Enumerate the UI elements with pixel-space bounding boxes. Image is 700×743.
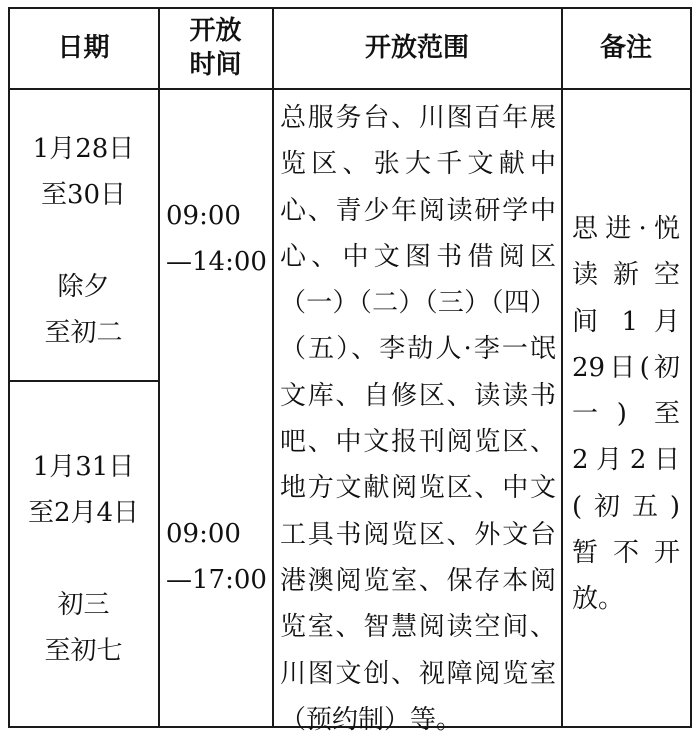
row2-time-start: 09:00 [166, 519, 241, 549]
row1-date [9, 126, 158, 356]
row1-date-line1: 1月28日 [32, 134, 135, 164]
row2-date-line2: 至2月4日 [27, 498, 140, 528]
header-scope: 开放范围 [364, 33, 469, 63]
open-scope-text: 总服务台、川图百年展览区、张大千文献中心、青少年阅读研学中心、中文图书借阅区（一）（二）（三）（四）（五）、李劼人·李一氓文库、自修区、读读书吧、中文报刊阅览区、地方文献阅览区、中文工具书阅览区、外文台港澳阅览室、保存本阅览室、智慧阅读空间、川图文创、视障阅览室（预约制）等。 [280, 103, 556, 735]
row2-time [166, 511, 272, 603]
remark-line: 一) 至 [572, 399, 680, 430]
row2-lunar-line2: 至初七 [44, 636, 123, 666]
col-divider-3 [561, 7, 563, 727]
header-remark: 备注 [599, 33, 652, 63]
remark-line: 29日(初 [572, 352, 680, 383]
col-divider-1 [158, 7, 160, 727]
table-top-border [8, 7, 692, 9]
row2-date [9, 444, 158, 674]
row1-lunar-line2: 至初二 [44, 318, 123, 348]
remark-line: 间 1 月 [572, 306, 680, 337]
remark-line: 思进·悦 [572, 214, 680, 244]
header-date: 日期 [57, 33, 110, 63]
row1-date-line2: 至30日 [40, 180, 127, 210]
col-divider-2 [272, 7, 274, 727]
header-time-line1: 开放 [189, 16, 242, 46]
header-bottom-border [8, 88, 692, 90]
row1-time-start: 09:00 [166, 201, 241, 231]
remark-line: 放。 [572, 584, 625, 615]
row2-date-line1: 1月31日 [32, 452, 135, 482]
remark-line: 暂 不 开 [572, 538, 680, 569]
row1-time [166, 193, 272, 285]
remark-line: 2月2日 [572, 445, 680, 476]
row1-time-end: —14:00 [166, 247, 267, 277]
remark-line: 读 新 空 [572, 260, 680, 291]
row2-time-end: —17:00 [166, 565, 267, 595]
header-time [159, 14, 272, 82]
row-divider [8, 380, 158, 382]
remark-line: (初五) [572, 491, 680, 522]
row1-lunar-line1: 除夕 [57, 272, 110, 302]
remark-text [572, 206, 680, 623]
table-right-border [690, 7, 692, 727]
row2-lunar-line1: 初三 [57, 590, 110, 620]
header-time-line2: 时间 [189, 50, 242, 80]
